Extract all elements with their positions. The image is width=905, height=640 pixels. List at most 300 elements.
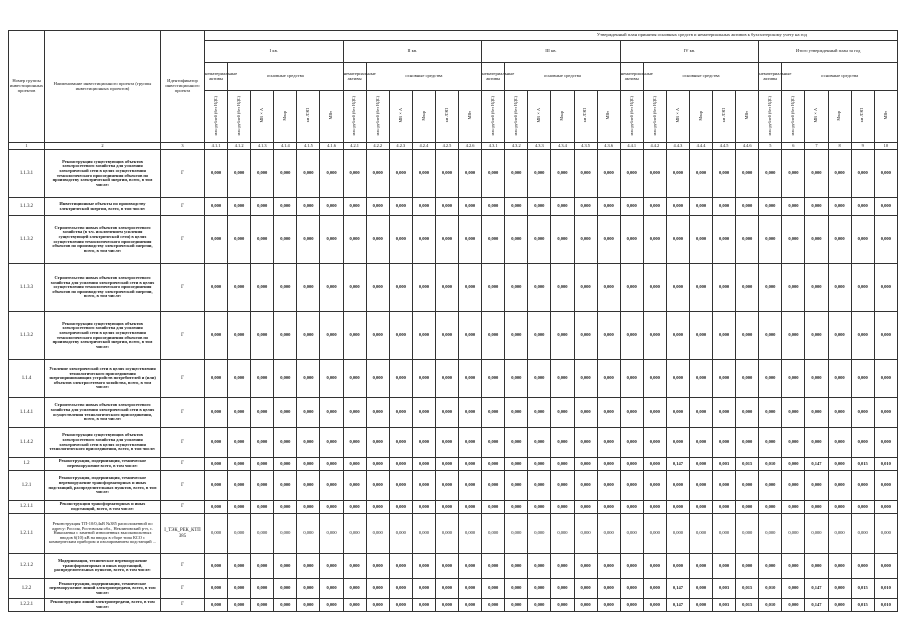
header-unit-label: км ЛЭП <box>582 108 588 123</box>
row-value: 0,000 <box>551 428 574 458</box>
row-value: 0,000 <box>620 360 643 398</box>
row-value: 0,000 <box>713 264 736 312</box>
row-value: 0,000 <box>805 501 828 514</box>
row-value: 0,000 <box>689 554 712 579</box>
row-value: 0,000 <box>782 514 805 554</box>
row-value: 0,000 <box>805 312 828 360</box>
row-value: 0,000 <box>528 198 551 216</box>
header-unit-label: млн рублей (без НДС) <box>513 95 519 136</box>
row-value: 0,000 <box>620 398 643 428</box>
header-unit <box>228 91 251 143</box>
row-value: 0,000 <box>297 216 320 264</box>
row-value: 0,010 <box>874 599 897 612</box>
row-value: 0,000 <box>228 599 251 612</box>
row-value: 0,000 <box>366 428 389 458</box>
row-value: 0,000 <box>505 428 528 458</box>
row-value: 0,000 <box>251 428 274 458</box>
row-value: 0,000 <box>528 458 551 471</box>
header-unit-label: МВт <box>882 111 888 120</box>
column-number: 4.2.5 <box>435 143 458 150</box>
row-value: 0,000 <box>320 428 343 458</box>
row-value: 0,000 <box>597 150 620 198</box>
header-unit-label: км ЛЭП <box>859 108 865 123</box>
row-value: 0,000 <box>435 360 458 398</box>
row-value: 0,000 <box>736 501 759 514</box>
plan-table-page <box>8 30 897 612</box>
row-value: 0,000 <box>297 360 320 398</box>
row-value: 0,000 <box>435 579 458 599</box>
row-value: 0,000 <box>620 198 643 216</box>
row-value: 0,000 <box>666 360 689 398</box>
row-value: 0,000 <box>412 428 435 458</box>
row-value: 0,000 <box>620 554 643 579</box>
row-value: 0,000 <box>482 501 505 514</box>
row-value: 0,000 <box>435 216 458 264</box>
row-value: 0,000 <box>389 458 412 471</box>
row-value: 0,000 <box>228 312 251 360</box>
row-value: 0,000 <box>297 501 320 514</box>
row-value: 0,000 <box>828 514 851 554</box>
row-value: 0,000 <box>689 264 712 312</box>
row-value: 0,147 <box>805 599 828 612</box>
row-value: 0,000 <box>805 398 828 428</box>
row-value: 0,000 <box>666 471 689 501</box>
row-value: 0,000 <box>320 579 343 599</box>
row-value: 0,000 <box>482 579 505 599</box>
row-value: 0,000 <box>205 360 228 398</box>
row-value: 0,000 <box>320 471 343 501</box>
row-value: 0,000 <box>759 398 782 428</box>
row-value: 0,000 <box>459 398 482 428</box>
row-value: 0,000 <box>297 312 320 360</box>
row-value: 0,000 <box>251 599 274 612</box>
row-value: 0,000 <box>482 264 505 312</box>
row-value: 0,000 <box>528 360 551 398</box>
row-project-id: Г <box>161 312 205 360</box>
column-number: 2 <box>45 143 161 150</box>
row-code: 1.1.4 <box>9 360 45 398</box>
row-value: 0,000 <box>228 579 251 599</box>
row-value: 0,003 <box>713 579 736 599</box>
row-value: 0,000 <box>736 428 759 458</box>
header-unit <box>389 91 412 143</box>
row-value: 0,000 <box>205 554 228 579</box>
row-value: 0,000 <box>666 312 689 360</box>
column-number: 4.1.5 <box>297 143 320 150</box>
row-value: 0,000 <box>528 398 551 428</box>
row-value: 0,000 <box>713 398 736 428</box>
row-value: 0,000 <box>482 554 505 579</box>
row-value: 0,000 <box>736 514 759 554</box>
row-value: 0,000 <box>274 198 297 216</box>
header-unit-label: Мвар <box>282 110 288 121</box>
column-number: 4.2.3 <box>389 143 412 150</box>
row-value: 0,000 <box>874 150 897 198</box>
row-value: 0,000 <box>551 501 574 514</box>
header-unit-label: млн рублей (без НДС) <box>790 95 796 136</box>
row-value: 0,000 <box>574 198 597 216</box>
column-number: 4.4.1 <box>620 143 643 150</box>
row-value: 0,000 <box>459 360 482 398</box>
row-value: 0,000 <box>505 264 528 312</box>
row-value: 0,000 <box>828 198 851 216</box>
row-value: 0,000 <box>482 398 505 428</box>
row-value: 0,000 <box>782 398 805 428</box>
row-value: 0,000 <box>713 312 736 360</box>
row-value: 0,000 <box>574 554 597 579</box>
row-value: 0,000 <box>482 471 505 501</box>
row-project-id: Г <box>161 150 205 198</box>
row-value: 0,000 <box>597 579 620 599</box>
row-value: 0,000 <box>551 216 574 264</box>
row-value: 0,000 <box>228 150 251 198</box>
row-project-name: Строительство новых объектов электросетевого хозяйства для усиления электрической сети в целях осуществления технологического присоединения объектов по производству электрической энергии, всего, в том числе: <box>45 264 161 312</box>
header-project-name: Наименование инвестиционного проекта (группы инвестиционных проектов) <box>45 31 161 143</box>
row-value: 0,000 <box>643 398 666 428</box>
column-number: 4.4.5 <box>713 143 736 150</box>
row-value: 0,000 <box>713 216 736 264</box>
header-unit-label: МВ×А <box>397 108 403 123</box>
row-value: 0,000 <box>482 312 505 360</box>
row-value: 0,000 <box>643 514 666 554</box>
row-value: 0,000 <box>505 471 528 501</box>
row-value: 0,000 <box>228 428 251 458</box>
row-value: 0,000 <box>251 514 274 554</box>
row-value: 0,000 <box>689 150 712 198</box>
row-value: 0,000 <box>389 150 412 198</box>
header-fixed-assets: основные средства <box>228 63 343 91</box>
row-project-id: Г <box>161 471 205 501</box>
column-number: 4.3.2 <box>505 143 528 150</box>
row-value: 0,000 <box>205 198 228 216</box>
row-value: 0,000 <box>320 150 343 198</box>
row-value: 0,000 <box>459 150 482 198</box>
header-unit-label: МВт <box>328 111 334 120</box>
row-value: 0,000 <box>713 501 736 514</box>
row-value: 0,000 <box>782 312 805 360</box>
row-value: 0,000 <box>759 264 782 312</box>
table-row <box>9 501 898 514</box>
row-project-id: Г <box>161 198 205 216</box>
row-value: 0,000 <box>574 471 597 501</box>
row-project-name: Реконструкция существующих объектов электросетевого хозяйства для усиления электрической сети в целях осуществления технологического присоединения объектов по производству электрической энергии, всего, в том числе: <box>45 150 161 198</box>
header-unit <box>666 91 689 143</box>
header-unit-label: км ЛЭП <box>720 108 726 123</box>
row-value: 0,000 <box>320 312 343 360</box>
row-value: 0,010 <box>759 458 782 471</box>
row-value: 0,000 <box>597 264 620 312</box>
header-unit <box>620 91 643 143</box>
row-value: 0,010 <box>759 599 782 612</box>
row-value: 0,000 <box>228 554 251 579</box>
row-value: 0,000 <box>551 312 574 360</box>
row-value: 0,147 <box>666 458 689 471</box>
row-code: 1.1.3.3 <box>9 264 45 312</box>
row-value: 0,000 <box>851 216 874 264</box>
row-value: 0,000 <box>389 398 412 428</box>
row-value: 0,000 <box>343 514 366 554</box>
row-value: 0,000 <box>551 150 574 198</box>
column-number: 9 <box>851 143 874 150</box>
row-project-name: Реконструкция, модернизация, техническое перевооружение всего, в том числе: <box>45 458 161 471</box>
row-value: 0,000 <box>366 312 389 360</box>
row-value: 0,000 <box>205 501 228 514</box>
row-value: 0,000 <box>412 150 435 198</box>
row-value: 0,000 <box>736 198 759 216</box>
header-unit-label: Мвар <box>420 110 426 121</box>
row-code: 1.2 <box>9 458 45 471</box>
row-code: 1.1.3.1 <box>9 150 45 198</box>
row-value: 0,000 <box>274 471 297 501</box>
header-unit-label: млн рублей (без НДС) <box>489 95 495 136</box>
row-value: 0,000 <box>366 471 389 501</box>
row-value: 0,000 <box>366 198 389 216</box>
row-value: 0,000 <box>782 360 805 398</box>
row-value: 0,000 <box>597 428 620 458</box>
row-value: 0,000 <box>782 428 805 458</box>
header-unit <box>782 91 805 143</box>
row-value: 0,000 <box>366 579 389 599</box>
row-value: 0,000 <box>459 312 482 360</box>
header-unit-label: млн рублей (без НДС) <box>767 95 773 136</box>
row-value: 0,000 <box>435 150 458 198</box>
row-value: 0,000 <box>828 312 851 360</box>
header-unit-label: млн рублей (без НДС) <box>351 95 357 136</box>
row-value: 0,000 <box>551 264 574 312</box>
row-value: 0,000 <box>343 554 366 579</box>
row-value: 0,000 <box>228 514 251 554</box>
row-value: 0,000 <box>828 458 851 471</box>
row-value: 0,000 <box>851 150 874 198</box>
row-value: 0,000 <box>689 428 712 458</box>
table-row <box>9 428 898 458</box>
column-number: 6 <box>782 143 805 150</box>
row-value: 0,000 <box>528 471 551 501</box>
row-value: 0,003 <box>713 599 736 612</box>
row-value: 0,000 <box>689 471 712 501</box>
table-row <box>9 458 898 471</box>
column-number: 3 <box>161 143 205 150</box>
row-value: 0,000 <box>597 360 620 398</box>
row-value: 0,000 <box>205 428 228 458</box>
row-value: 0,000 <box>759 150 782 198</box>
row-value: 0,000 <box>713 198 736 216</box>
row-value: 0,000 <box>851 501 874 514</box>
row-project-id: Г <box>161 554 205 579</box>
row-value: 0,000 <box>643 428 666 458</box>
row-value: 0,000 <box>228 264 251 312</box>
row-value: 0,000 <box>297 471 320 501</box>
header-fixed-assets: основные средства <box>366 63 481 91</box>
header-unit <box>251 91 274 143</box>
header-quarter-3: III кв. <box>482 41 621 63</box>
row-value: 0,000 <box>412 599 435 612</box>
row-value: 0,000 <box>274 360 297 398</box>
row-value: 0,000 <box>782 150 805 198</box>
row-code: 1.2.1 <box>9 471 45 501</box>
row-value: 0,000 <box>205 150 228 198</box>
table-row <box>9 599 898 612</box>
row-value: 0,000 <box>805 428 828 458</box>
row-value: 0,000 <box>482 150 505 198</box>
row-value: 0,000 <box>620 579 643 599</box>
row-value: 0,000 <box>874 554 897 579</box>
header-unit <box>205 91 228 143</box>
header-unit-label: МВ×А <box>259 108 265 123</box>
row-value: 0,000 <box>528 579 551 599</box>
row-value: 0,000 <box>874 312 897 360</box>
row-value: 0,003 <box>713 458 736 471</box>
row-code: 1.1.3.2 <box>9 312 45 360</box>
row-project-name: Строительство новых объектов электросетевого хозяйства (в т.ч. исключением усиления существующей электрической сети) в целях осуществления технологического присоединения объектов по производству электрической энергии, всего, в том числе: <box>45 216 161 264</box>
row-project-id: Г <box>161 501 205 514</box>
row-value: 0,000 <box>643 312 666 360</box>
row-code: 1.2.1.1 <box>9 501 45 514</box>
row-value: 0,000 <box>851 398 874 428</box>
row-value: 0,000 <box>620 599 643 612</box>
row-value: 0,000 <box>343 360 366 398</box>
column-number: 4.3.6 <box>597 143 620 150</box>
table-row <box>9 150 898 198</box>
header-unit-label: МВ×А <box>674 108 680 123</box>
row-project-id: Г <box>161 599 205 612</box>
row-value: 0,000 <box>666 198 689 216</box>
row-value: 0,000 <box>689 579 712 599</box>
row-value: 0,000 <box>643 150 666 198</box>
header-unit <box>412 91 435 143</box>
header-unit-label: МВт <box>744 111 749 120</box>
row-value: 0,000 <box>782 264 805 312</box>
row-project-name: Реконструкция существующих объектов электросетевого хозяйства для усиления электрической сети в целях осуществления технологического присоединения объектов по производству электрической энергии, всего, в том числе: <box>45 312 161 360</box>
row-project-name: Модернизация, техническое перевооружение трансформаторных и иных подстанций, распределительных пунктов, всего, в том числе: <box>45 554 161 579</box>
row-value: 0,000 <box>205 599 228 612</box>
row-value: 0,000 <box>713 554 736 579</box>
row-value: 0,000 <box>366 150 389 198</box>
header-unit <box>435 91 458 143</box>
row-value: 0,000 <box>805 198 828 216</box>
row-project-name: Усиление электрической сети в целях осуществления технологического присоединения энергопринимающих устройств потребителей и (или) объектов электросетевого хозяйства, всего, в том числе: <box>45 360 161 398</box>
row-value: 0,000 <box>805 264 828 312</box>
row-value: 0,015 <box>851 458 874 471</box>
header-intangible: нематериальные активы <box>343 63 366 91</box>
row-code: 1.1.4.1 <box>9 398 45 428</box>
row-value: 0,000 <box>666 501 689 514</box>
row-value: 0,000 <box>297 398 320 428</box>
row-value: 0,000 <box>759 216 782 264</box>
header-project-id: Идентификатор инвестиционного проекта <box>161 31 205 143</box>
row-value: 0,000 <box>713 428 736 458</box>
header-unit <box>297 91 320 143</box>
row-value: 0,147 <box>805 579 828 599</box>
header-row-number: Номер группы инвестиционных проектов <box>9 31 45 143</box>
row-value: 0,000 <box>805 554 828 579</box>
row-value: 0,000 <box>251 471 274 501</box>
row-value: 0,000 <box>297 150 320 198</box>
row-value: 0,000 <box>782 471 805 501</box>
row-value: 0,000 <box>274 398 297 428</box>
row-project-name: Реконструкция линий электропередачи, всего, в том числе: <box>45 599 161 612</box>
row-value: 0,000 <box>389 198 412 216</box>
row-value: 0,000 <box>251 198 274 216</box>
row-value: 0,000 <box>528 514 551 554</box>
row-value: 0,000 <box>343 471 366 501</box>
row-value: 0,000 <box>597 312 620 360</box>
row-value: 0,000 <box>759 501 782 514</box>
row-value: 0,000 <box>574 264 597 312</box>
row-value: 0,000 <box>389 554 412 579</box>
row-value: 0,000 <box>851 360 874 398</box>
table-row <box>9 312 898 360</box>
table-row <box>9 264 898 312</box>
header-unit-label: Мвар <box>697 110 703 121</box>
header-unit <box>713 91 736 143</box>
row-value: 0,000 <box>482 198 505 216</box>
row-code: 1.2.2 <box>9 579 45 599</box>
row-value: 0,000 <box>366 554 389 579</box>
row-value: 0,000 <box>435 398 458 428</box>
row-value: 0,000 <box>736 398 759 428</box>
row-value: 0,000 <box>551 579 574 599</box>
row-value: 0,000 <box>228 216 251 264</box>
row-value: 0,000 <box>205 471 228 501</box>
row-value: 0,000 <box>389 471 412 501</box>
row-value: 0,000 <box>320 360 343 398</box>
row-value: 0,000 <box>689 360 712 398</box>
row-value: 0,000 <box>459 501 482 514</box>
row-value: 0,000 <box>274 458 297 471</box>
column-number: 8 <box>828 143 851 150</box>
row-value: 0,000 <box>343 198 366 216</box>
header-unit <box>736 91 759 143</box>
row-value: 0,000 <box>643 501 666 514</box>
row-code: 1.1.4.2 <box>9 428 45 458</box>
row-value: 0,000 <box>505 150 528 198</box>
header-unit <box>759 91 782 143</box>
row-value: 0,000 <box>828 428 851 458</box>
row-value: 0,000 <box>343 501 366 514</box>
row-value: 0,000 <box>643 360 666 398</box>
row-value: 0,000 <box>389 360 412 398</box>
row-value: 0,000 <box>828 599 851 612</box>
row-project-id: Г <box>161 264 205 312</box>
row-value: 0,000 <box>851 312 874 360</box>
row-value: 0,000 <box>343 264 366 312</box>
row-value: 0,000 <box>297 514 320 554</box>
header-unit <box>343 91 366 143</box>
row-value: 0,000 <box>528 554 551 579</box>
row-value: 0,000 <box>574 458 597 471</box>
row-value: 0,000 <box>343 458 366 471</box>
row-value: 0,000 <box>297 264 320 312</box>
row-value: 0,000 <box>528 428 551 458</box>
row-value: 0,000 <box>205 514 228 554</box>
row-value: 0,000 <box>805 514 828 554</box>
header-unit-label: млн рублей (без НДС) <box>235 95 241 136</box>
row-value: 0,000 <box>389 216 412 264</box>
row-value: 0,000 <box>874 428 897 458</box>
row-value: 0,000 <box>782 216 805 264</box>
row-value: 0,000 <box>251 398 274 428</box>
table-row <box>9 398 898 428</box>
row-value: 0,000 <box>482 458 505 471</box>
row-value: 0,000 <box>551 554 574 579</box>
row-value: 0,000 <box>874 471 897 501</box>
row-value: 0,000 <box>366 458 389 471</box>
row-project-name: Реконструкция, модернизация, техническое перевооружение трансформаторных и иных подстанций, распределительных пунктов, всего, в том числе: <box>45 471 161 501</box>
header-intangible: нематериальные активы <box>620 63 643 91</box>
row-value: 0,000 <box>851 554 874 579</box>
header-main-caption: Утвержденный план принятия основных средств и нематериальных активов к бухгалтерскому учету на год <box>205 31 898 41</box>
